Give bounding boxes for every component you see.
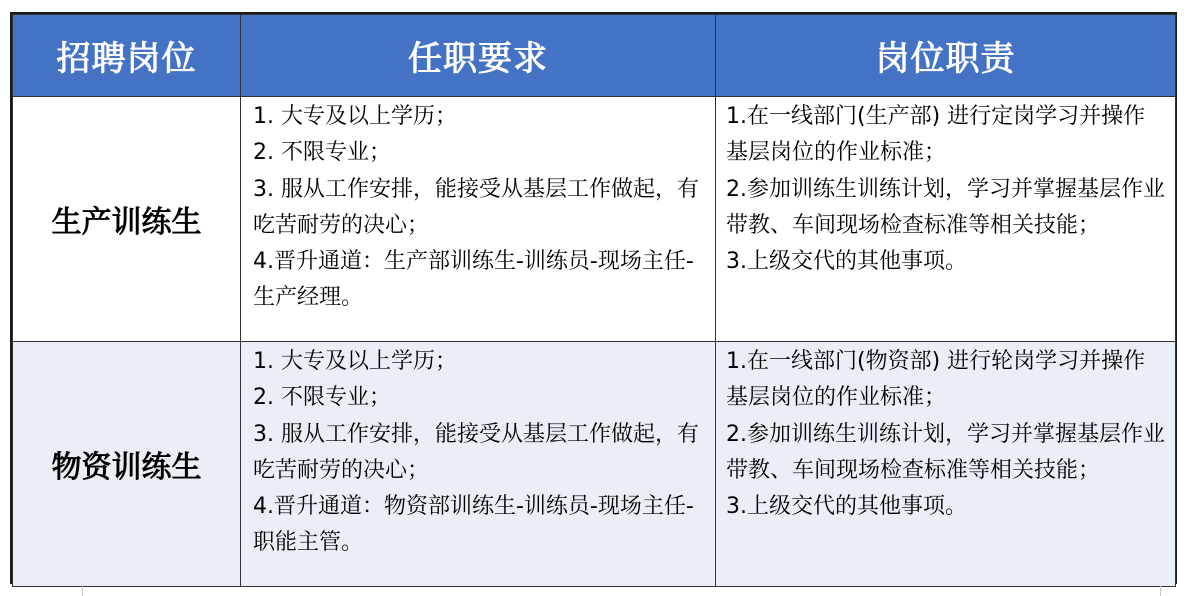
duties-cell <box>716 342 1176 587</box>
duty-item: 1.在一线部门(物资部) 进行轮岗学习并操作基层岗位的作业标准； <box>726 349 1146 411</box>
table-row <box>13 342 1176 587</box>
page-guide-mark-left <box>82 586 83 596</box>
requirement-item: 1. 大专及以上学历； <box>253 349 457 374</box>
requirement-item: 2. 不限专业； <box>253 140 391 166</box>
duty-item: 3.上级交代的其他事项。 <box>726 494 967 520</box>
recruitment-table-grid <box>12 14 1176 587</box>
header-requirements: 任职要求 <box>241 15 716 97</box>
page-guide-mark-right <box>1160 586 1161 596</box>
duty-item: 2.参加训练生训练计划，学习并掌握基层作业带教、车间现场检查标准等相关技能； <box>726 176 1165 238</box>
requirement-item: 3. 服从工作安排，能接受从基层工作做起，有吃苦耐劳的决心； <box>253 421 699 483</box>
recruitment-table <box>10 12 1177 584</box>
duties-cell <box>716 97 1176 342</box>
requirements-cell <box>241 342 716 587</box>
requirement-item: 4.晋升通道：物资部训练生-训练员-现场主任-职能主管。 <box>253 494 694 556</box>
requirement-item: 4.晋升通道：生产部训练生-训练员-现场主任-生产经理。 <box>253 249 694 311</box>
duty-item: 2.参加训练生训练计划，学习并掌握基层作业带教、车间现场检查标准等相关技能； <box>726 421 1165 483</box>
requirements-cell <box>241 97 716 342</box>
position-cell: 物资训练生 <box>13 342 241 587</box>
requirement-item: 3. 服从工作安排，能接受从基层工作做起，有吃苦耐劳的决心； <box>253 176 699 238</box>
table-row <box>13 97 1176 342</box>
table-header-row <box>13 15 1176 97</box>
duty-item: 3.上级交代的其他事项。 <box>726 249 967 275</box>
requirement-item: 1. 大专及以上学历； <box>253 104 457 129</box>
header-duties: 岗位职责 <box>716 15 1176 97</box>
duty-item: 1.在一线部门(生产部) 进行定岗学习并操作基层岗位的作业标准； <box>726 104 1146 166</box>
header-position: 招聘岗位 <box>13 15 241 97</box>
requirement-item: 2. 不限专业； <box>253 385 391 411</box>
position-cell: 生产训练生 <box>13 97 241 342</box>
